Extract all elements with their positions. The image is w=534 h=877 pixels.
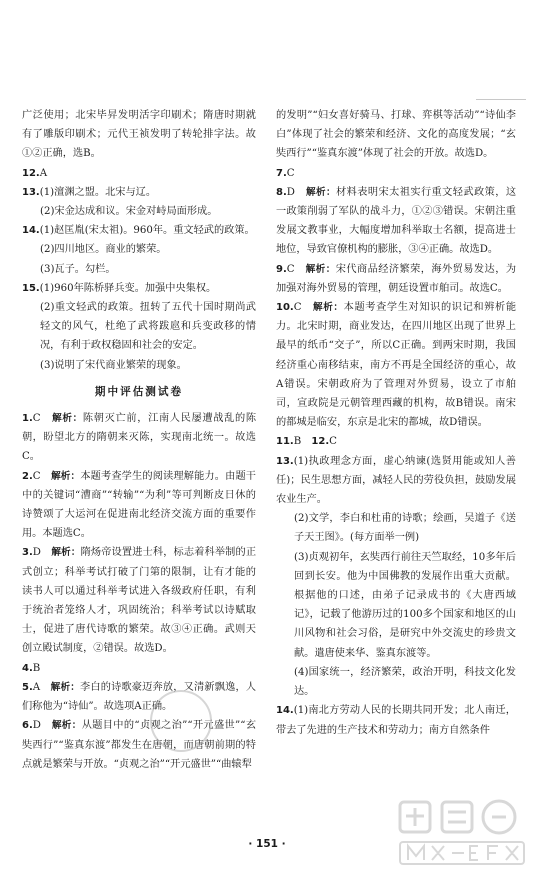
right-column: [276, 106, 516, 740]
answer-text: (1)澶渊之盟。北宋与辽。: [39, 186, 157, 198]
analysis-text: 本题考查学生对知识的识记和辨析能力。北宋时期，商业发达，在四川地区出现了世界上最早的纸币“交子”，所以C正确。到两宋时期，我国经济重心南移结束，南方不再是全国经济的重心，故A错误。宋朝政府为了管理对外贸易，设立了市舶司，宣政院是元朝管理西藏的机构，故B错误。南宋的都城是临安，东京是北宋的都城，故D错误。: [276, 302, 517, 429]
q-number: 8.: [276, 186, 287, 198]
answer-letter: C: [32, 413, 41, 425]
answer-15-line3: (3)说明了宋代商业繁荣的现象。: [40, 359, 187, 371]
q-number: 14.: [22, 225, 40, 237]
analysis-text: 从题目中的“贞观之治”“开元盛世”“玄奘西行”“鉴真东渡”都发生在唐朝，而唐朝前期的特点就是繁荣与开放。“贞观之治”“开元盛世”“曲辕犁: [22, 720, 257, 770]
analysis-text: 本题考查学生的阅读理解能力。由题干中的关键词“漕商”“转输”“为利”等可判断皮日休的诗赞颂了大运河在促进南北经济交流方面的重要作用。本题选C。: [22, 470, 256, 540]
analysis-label: 解析：: [312, 302, 344, 314]
answer-10: [276, 298, 516, 432]
answer-letter: C: [293, 302, 302, 314]
analysis-label: 解析：: [305, 263, 336, 275]
right-intro: 的发明”“妇女喜好骑马、打球、弈棋等活动”“诗仙李白”体现了社会的繁荣和经济、文化的高度发展；“玄奘西行”“鉴真东渡”体现了社会的开放。故选D。: [276, 110, 516, 160]
answer-text: (1)南北方劳动人民的长期共同开发；北人南迁，带去了先进的生产技术和劳动力；南方自然条件: [276, 705, 516, 736]
answer-2: [22, 467, 256, 544]
analysis-text: 宋代商品经济繁荣，海外贸易发达，为加强对海外贸易的管理，朝廷设置市舶司。故选C。: [276, 263, 517, 294]
q-number: 4.: [22, 662, 33, 674]
answer-5: [22, 678, 256, 716]
answer-4: [22, 659, 256, 678]
analysis-text: 陈朝灭亡前，江南人民屡遭战乱的陈朝，盼望北方的隋朝来灭陈，实现南北统一。故选C。: [22, 413, 257, 463]
answer-text: (1)960年陈桥驿兵变。加强中央集权。: [39, 282, 217, 294]
answer-6: [22, 716, 256, 774]
answer-13-line4: (4)国家统一，经济繁荣，政治开明，科技文化发达。: [294, 666, 516, 698]
q-number: 1.: [22, 413, 33, 425]
answer-letter: A: [39, 167, 48, 179]
watermark-logo-icon: [394, 798, 530, 870]
answer-3: [22, 543, 256, 658]
answer-14-line3: (3)瓦子。勾栏。: [40, 263, 116, 275]
analysis-label: 解析：: [51, 547, 81, 559]
watermark-circle: [150, 690, 212, 752]
answer-13-line1: [22, 183, 256, 202]
answer-letter: C: [286, 263, 295, 275]
q-number: 9.: [276, 263, 287, 275]
answer-15-line2: (2)重文轻武的政策。扭转了五代十国时期尚武轻文的风气，杜绝了武将跋扈和兵变政移的情况，有利于政权稳固和社会的安定。: [40, 302, 256, 352]
answer-letter: B: [293, 436, 302, 448]
analysis-label: 解析：: [305, 186, 337, 198]
answer-14-line2: (2)四川地区。商业的繁荣。: [40, 244, 167, 256]
answer-11-12: [276, 432, 516, 451]
answer-letter: D: [32, 547, 41, 559]
answer-14: [276, 701, 516, 739]
answer-letter: C: [32, 470, 41, 482]
q-number: 12.: [22, 167, 40, 179]
analysis-text: 材料表明宋太祖实行重文轻武政策，这一政策削弱了军队的战斗力，①②③错误。宋朝注重发展文教事业，大幅度增加科举取士名额，提高进士地位，导致官僚机构的膨胀，③④正确。故选D。: [276, 186, 517, 256]
q-number: 14.: [276, 705, 294, 717]
left-column: [22, 106, 256, 774]
answer-13-line1: [276, 452, 516, 510]
answer-letter: D: [286, 186, 295, 198]
q-number: 3.: [22, 547, 33, 559]
analysis-label: 解析：: [51, 720, 82, 732]
answer-8: [276, 183, 516, 260]
top-rule: [476, 99, 526, 100]
answer-13-line3: (3)贞观初年，玄奘西行前往天竺取经，10多年后回到长安。他为中国佛教的发展作出重大贡献。根据他的口述，由弟子记录成书的《大唐西域记》，记载了他游历过的100多个国家和地区的山川风物和社会习俗，是研究中外交流史的珍贵文献。遣唐使来华、鉴真东渡等。: [294, 551, 516, 659]
page-number: · 151 ·: [248, 838, 286, 850]
analysis-label: 解析：: [52, 413, 83, 425]
analysis-label: 解析：: [50, 681, 80, 693]
q-number: 12.: [311, 436, 330, 448]
watermark-logo: [394, 798, 530, 870]
answer-letter: C: [329, 436, 337, 448]
q-number: 11.: [276, 436, 294, 448]
answer-13-line2: (2)宋金达成和议。宋金对峙局面形成。: [40, 206, 218, 218]
answer-letter: C: [286, 167, 295, 179]
analysis-label: 解析：: [51, 470, 81, 482]
answer-letter: D: [32, 720, 41, 732]
q-number: 7.: [276, 167, 287, 179]
analysis-text: 李白的诗歌豪迈奔放，又清新飘逸，人们称他为“诗仙”。故选项A正确。: [22, 681, 257, 713]
section-title: 期中评估测试卷: [94, 385, 184, 398]
answer-text: (1)执政理念方面，虚心纳谏(选贤用能或知人善任)；民生思想方面，减轻人民的劳役负担，鼓励发展农业生产。: [276, 455, 516, 506]
answer-15-line1: [22, 279, 256, 298]
q-number: 6.: [22, 720, 33, 732]
answer-9: [276, 260, 516, 298]
answer-text: (1)赵匡胤(宋太祖)。960年。重文轻武的政策。: [39, 225, 255, 237]
q-number: 15.: [22, 282, 40, 294]
answer-1: [22, 409, 256, 467]
answer-13-line2: (2)文学，李白和杜甫的诗歌；绘画，吴道子《送子天王图》。(每方面举一例): [294, 513, 516, 544]
answer-letter: A: [32, 681, 41, 693]
analysis-text: 隋炀帝设置进士科，标志着科举制的正式创立；科举考试打破了门第的限制，让有才能的读书人可以通过科举考试进入各级政府任职，有利于统治者笼络人才，巩固统治；科举考试以诗赋取士，促进了唐代诗歌的繁荣。故③④正确。武则天创立殿试制度，②错误。故选D。: [22, 547, 257, 655]
q-number: 10.: [276, 302, 294, 314]
q-number: 5.: [22, 681, 33, 693]
q-number: 13.: [22, 186, 40, 198]
q-number: 2.: [22, 470, 33, 482]
left-intro: 广泛使用；北宋毕昇发明活字印刷术；隋唐时期就有了雕版印刷术；元代王祯发明了转轮排字法。故①②正确，选B。: [22, 110, 256, 160]
answer-letter: B: [32, 662, 41, 674]
answer-14-line1: [22, 221, 256, 240]
answer-12: [22, 164, 256, 183]
q-number: 13.: [276, 455, 294, 467]
answer-7: [276, 164, 516, 183]
